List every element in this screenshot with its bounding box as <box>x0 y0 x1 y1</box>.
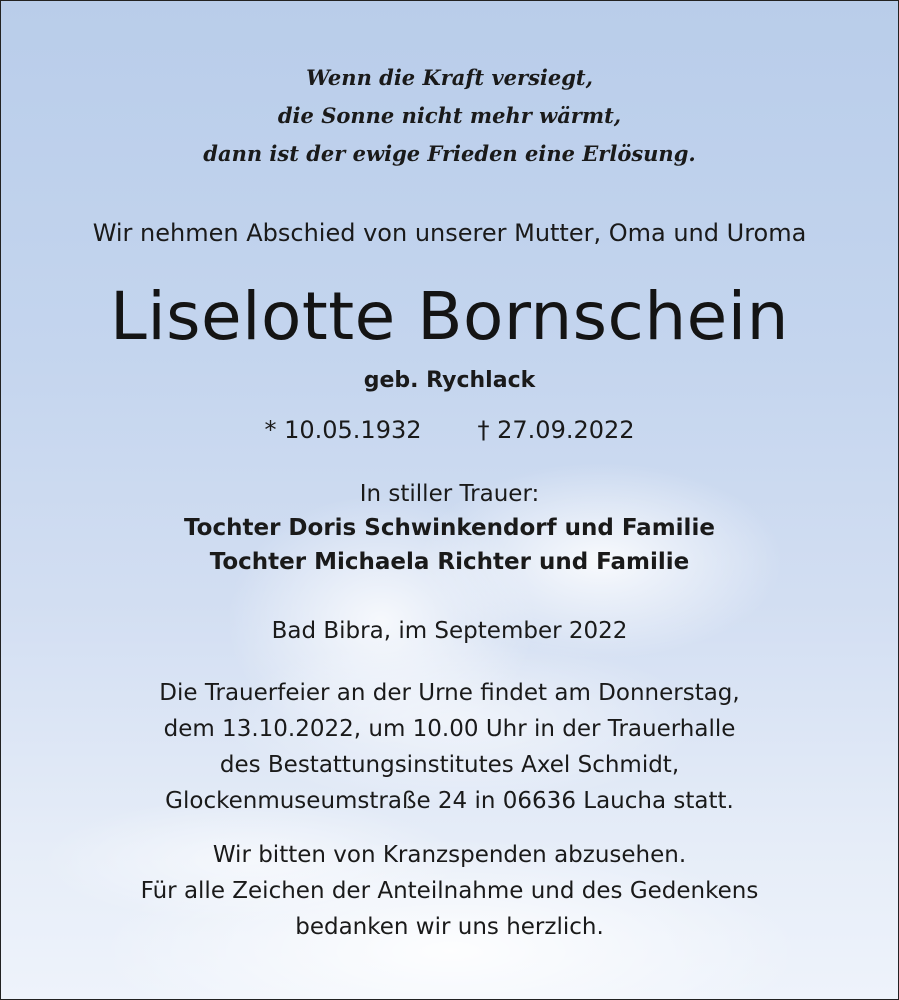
service-line: Die Trauerfeier an der Urne findet am Donnerstag, <box>159 680 740 706</box>
deceased-name: Liselotte Bornschein <box>110 278 789 355</box>
death-date: † 27.09.2022 <box>477 416 635 444</box>
verse-line: dann ist der ewige Frieden eine Erlösung. <box>203 141 696 166</box>
thanks-line: bedanken wir uns herzlich. <box>295 914 604 940</box>
funeral-service-info <box>1 675 898 819</box>
thanks-note <box>1 837 898 945</box>
service-line: dem 13.10.2022, um 10.00 Uhr in der Trauerhalle <box>163 716 736 742</box>
life-dates <box>1 410 898 450</box>
maiden-name: geb. Rychlack <box>363 368 536 393</box>
place-date: Bad Bibra, im September 2022 <box>271 618 628 644</box>
service-line: Glockenmuseumstraße 24 in 06636 Laucha statt. <box>165 788 734 814</box>
memorial-verse <box>1 59 898 173</box>
birth-date: * 10.05.1932 <box>264 416 422 444</box>
thanks-line: Für alle Zeichen der Anteilnahme und des Gedenkens <box>140 878 759 904</box>
verse-line: Wenn die Kraft versiegt, <box>306 65 593 90</box>
mourner-family: Tochter Michaela Richter und Familie <box>209 549 690 575</box>
verse-line: die Sonne nicht mehr wärmt, <box>277 103 622 128</box>
service-line: des Bestattungsinstitutes Axel Schmidt, <box>219 752 680 778</box>
farewell-intro: Wir nehmen Abschied von unserer Mutter, Oma und Uroma <box>92 219 807 247</box>
mourners-heading: In stiller Trauer: <box>359 481 540 507</box>
thanks-line: Wir bitten von Kranzspenden abzusehen. <box>212 842 687 868</box>
mourner-family: Tochter Doris Schwinkendorf und Familie <box>184 515 715 541</box>
mourners-block <box>1 477 898 579</box>
